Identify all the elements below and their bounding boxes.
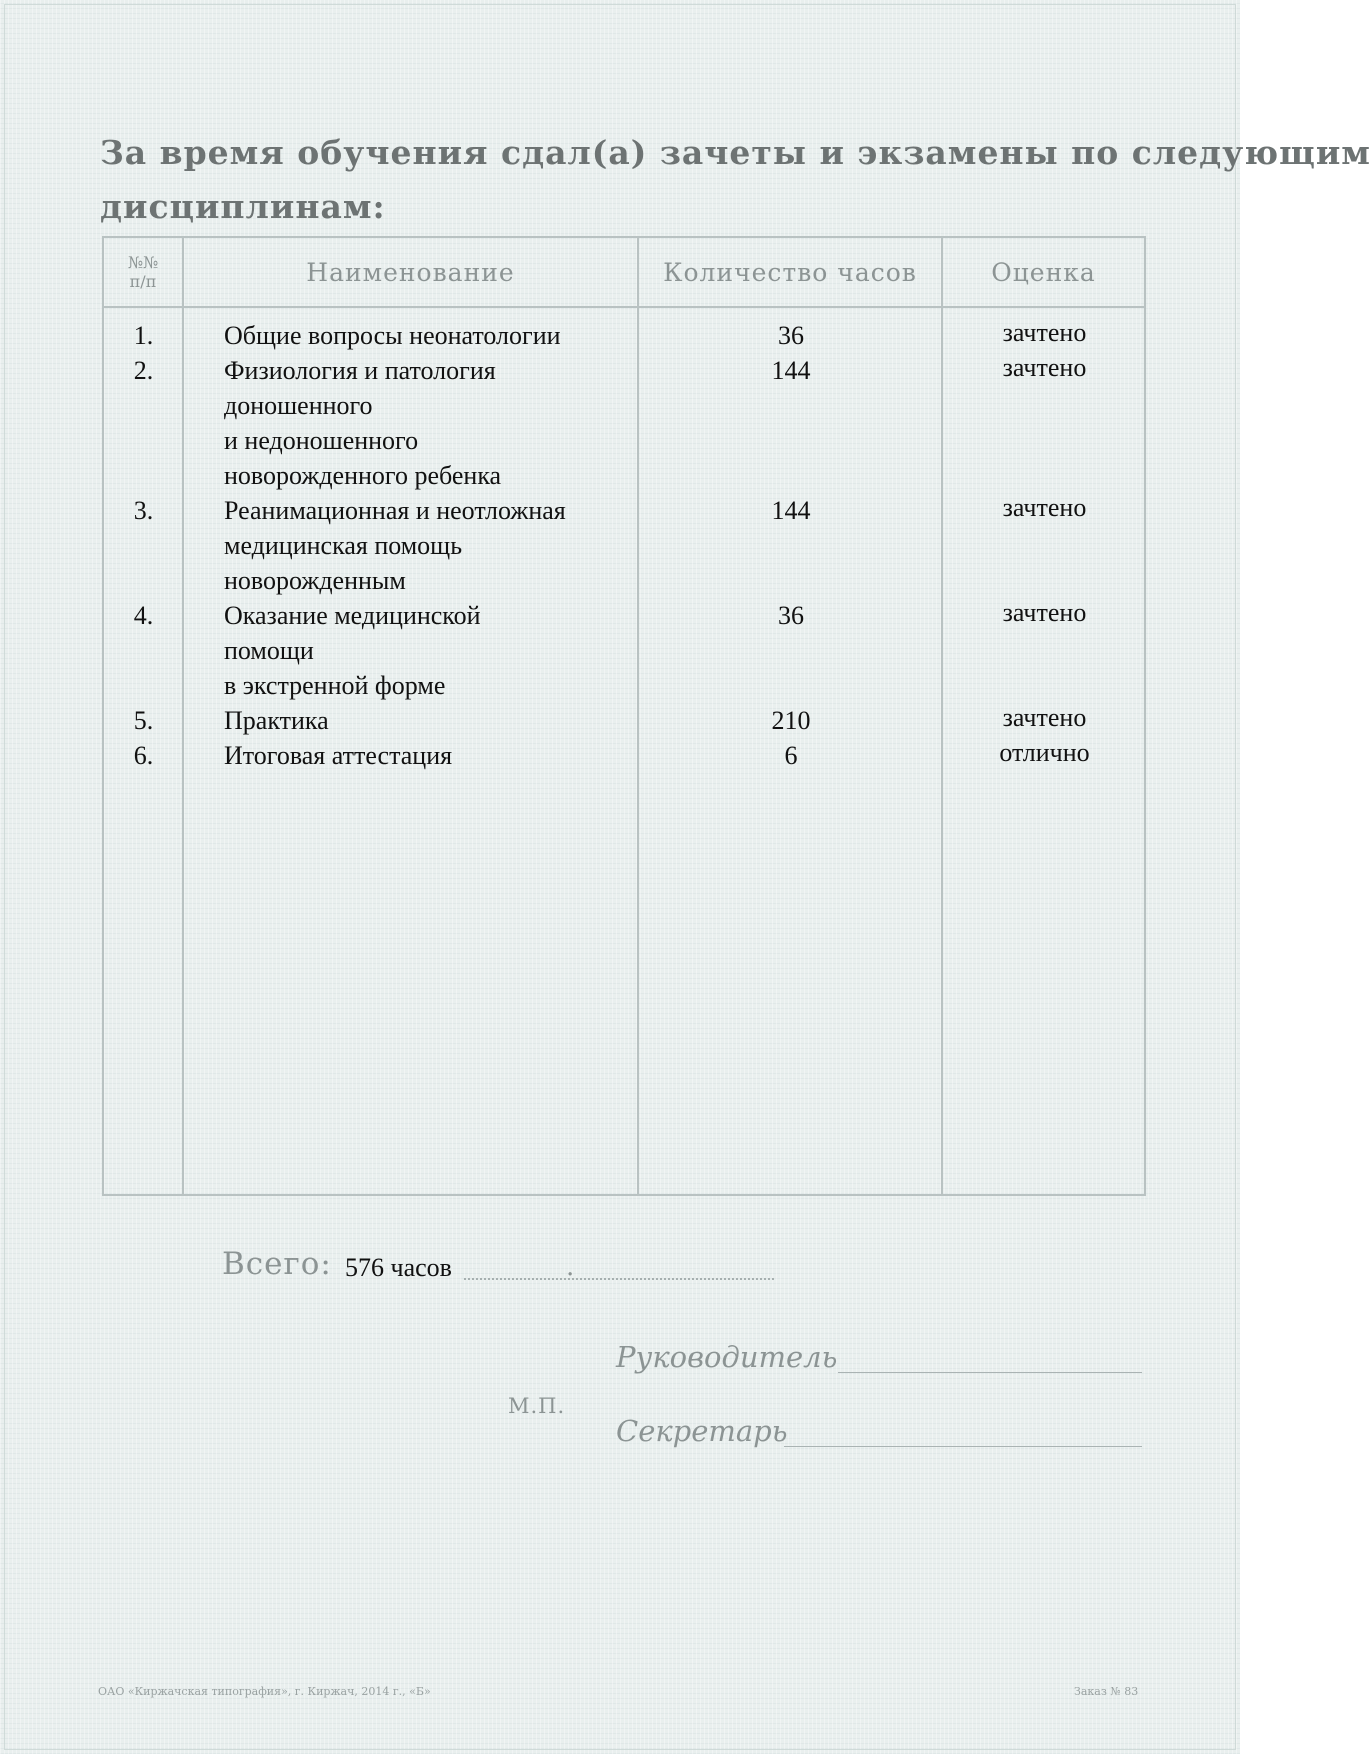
row-number: 4. [133,601,154,630]
header-number-line-2: п/п [129,272,157,291]
row-discipline [224,738,624,773]
row-grade: зачтено [1002,318,1087,347]
row-grade: зачтено [1002,493,1087,522]
row-discipline [224,353,624,493]
discipline-line: Итоговая аттестация [224,741,453,770]
total-fill-line [464,1278,774,1280]
discipline-line: в экстренной форме [224,671,446,700]
heading-line-2: дисциплинам: [100,187,386,226]
row-hours: 36 [778,601,804,630]
discipline-line: и недоношенного [224,426,419,455]
row-grade: зачтено [1002,703,1087,732]
row-hours: 144 [771,496,811,525]
row-discipline [224,703,624,738]
header-number [104,238,182,306]
header-number-line-1: №№ [127,253,159,272]
table-row [104,353,1148,493]
discipline-line: Физиология и патология [224,356,496,385]
row-hours: 36 [778,321,804,350]
row-grade: отлично [999,738,1090,767]
printer-imprint: ОАО «Киржачская типография», г. Киржач, 2014 г., «Б» [98,1685,431,1698]
table-body [104,318,1148,773]
total-end-mark: . [566,1252,575,1282]
header-hours: Количество часов [663,257,917,287]
grades-table [102,236,1146,1196]
discipline-line: медицинская помощь [224,531,463,560]
secretary-signature-line [784,1446,1142,1447]
row-number: 1. [133,321,154,350]
heading-line-1: За время обучения сдал(а) зачеты и экзамены по следующим [100,133,1371,172]
header-name: Наименование [306,257,515,287]
stamp-place: М.П. [508,1394,566,1418]
row-number: 5. [133,706,154,735]
total-value: 576 часов [345,1253,452,1282]
table-row [104,598,1148,703]
header-grade: Оценка [991,257,1096,287]
secretary-signature-label: Секретарь [616,1414,788,1448]
row-number: 6. [133,741,154,770]
total-hours [222,1246,602,1290]
header-divider [104,306,1144,308]
row-hours: 6 [784,741,798,770]
row-hours: 144 [771,356,811,385]
row-discipline [224,493,624,598]
discipline-line: Реанимационная и неотложная [224,496,566,525]
discipline-line: помощи [224,636,314,665]
row-grade: зачтено [1002,353,1087,382]
discipline-line: доношенного [224,391,373,420]
table-row [104,738,1148,773]
row-hours: 210 [771,706,811,735]
page-heading [100,126,1371,234]
head-signature-label: Руководитель [616,1340,838,1374]
head-signature-line [838,1372,1142,1373]
discipline-line: новорожденного ребенка [224,461,502,490]
table-row [104,493,1148,598]
discipline-line: новорожденным [224,566,406,595]
total-label: Всего: [222,1246,332,1282]
discipline-line: Практика [224,706,329,735]
table-row [104,703,1148,738]
discipline-line: Оказание медицинской [224,601,481,630]
row-discipline [224,598,624,703]
row-discipline [224,318,624,353]
row-number: 3. [133,496,154,525]
discipline-line: Общие вопросы неонатологии [224,321,561,350]
row-grade: зачтено [1002,598,1087,627]
table-row [104,318,1148,353]
order-number: Заказ № 83 [1074,1685,1139,1698]
row-number: 2. [133,356,154,385]
